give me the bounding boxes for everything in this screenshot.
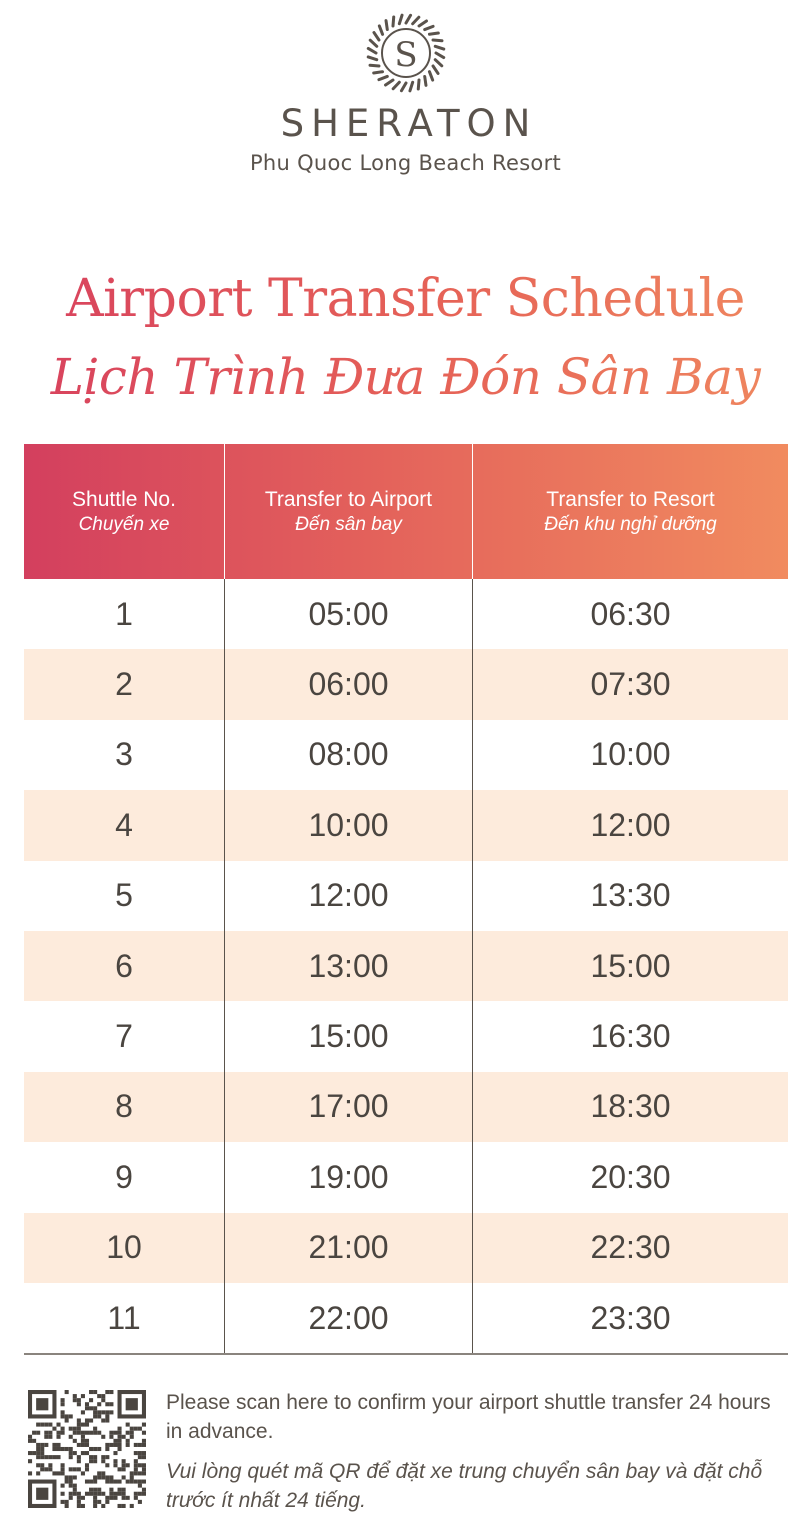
title-english: Airport Transfer Schedule (0, 262, 811, 336)
shuttle-no: 2 (115, 666, 133, 703)
resort-time: 16:30 (472, 1001, 788, 1071)
header-label-vi: Chuyến xe (78, 513, 170, 535)
resort-time: 10:00 (472, 720, 788, 790)
resort-time: 13:30 (472, 861, 788, 931)
airport-time: 21:00 (224, 1213, 472, 1283)
table-row (24, 1283, 788, 1353)
title-vietnamese: Lịch Trình Đưa Đón Sân Bay (0, 340, 811, 414)
airport-time: 15:00 (224, 1001, 472, 1071)
schedule-table (24, 444, 788, 1355)
shuttle-no: 9 (115, 1158, 133, 1195)
resort-name: Phu Quoc Long Beach Resort (249, 151, 562, 175)
table-row (24, 579, 788, 649)
table-row (24, 861, 788, 931)
header-label: Transfer to Airport (264, 487, 433, 511)
logo (0, 8, 811, 175)
header-label: Shuttle No. (72, 487, 176, 511)
table-row (24, 720, 788, 790)
shuttle-no: 5 (115, 877, 133, 914)
airport-time: 12:00 (224, 861, 472, 931)
shuttle-no: 3 (115, 736, 133, 773)
header-label-vi: Đến sân bay (295, 513, 402, 535)
table-divider (24, 1353, 788, 1355)
table-row (24, 649, 788, 719)
table-row (24, 1001, 788, 1071)
table-row (24, 1213, 788, 1283)
header-label-vi: Đến khu nghỉ dưỡng (544, 513, 717, 535)
resort-time: 07:30 (472, 649, 788, 719)
resort-time: 12:00 (472, 790, 788, 860)
resort-time: 20:30 (472, 1142, 788, 1212)
shuttle-no: 1 (115, 595, 133, 632)
airport-time: 22:00 (224, 1283, 472, 1353)
shuttle-no: 7 (115, 1018, 133, 1055)
airport-time: 10:00 (224, 790, 472, 860)
resort-time: 15:00 (472, 931, 788, 1001)
qr-code-icon[interactable] (28, 1390, 146, 1508)
logo-letter: S (393, 35, 418, 75)
airport-time: 13:00 (224, 931, 472, 1001)
sheraton-emblem-icon (361, 8, 451, 98)
table-row (24, 790, 788, 860)
airport-time: 17:00 (224, 1072, 472, 1142)
table-header (24, 444, 788, 579)
shuttle-no: 4 (115, 806, 133, 843)
header-label: Transfer to Resort (546, 487, 715, 511)
shuttle-no: 10 (106, 1229, 142, 1266)
header-to-airport (224, 444, 472, 579)
header-to-resort (472, 444, 788, 579)
airport-time: 06:00 (224, 649, 472, 719)
resort-time: 23:30 (472, 1283, 788, 1353)
brand-name: SHERATON (280, 102, 538, 145)
shuttle-no: 8 (115, 1088, 133, 1125)
scan-instruction-english: Please scan here to confirm your airport shuttle transfer 24 hours in advance. (166, 1391, 771, 1443)
resort-time: 18:30 (472, 1072, 788, 1142)
table-row (24, 931, 788, 1001)
airport-time: 19:00 (224, 1142, 472, 1212)
resort-time: 22:30 (472, 1213, 788, 1283)
airport-time: 08:00 (224, 720, 472, 790)
shuttle-no: 6 (115, 947, 133, 984)
shuttle-no: 11 (107, 1299, 141, 1336)
table-row (24, 1072, 788, 1142)
resort-time: 06:30 (472, 579, 788, 649)
scan-instruction-vietnamese: Vui lòng quét mã QR để đặt xe trung chuyển sân bay và đặt chỗ trước ít nhất 24 tiếng. (166, 1460, 763, 1512)
header-shuttle-no (24, 444, 224, 579)
airport-time: 05:00 (224, 579, 472, 649)
table-row (24, 1142, 788, 1212)
